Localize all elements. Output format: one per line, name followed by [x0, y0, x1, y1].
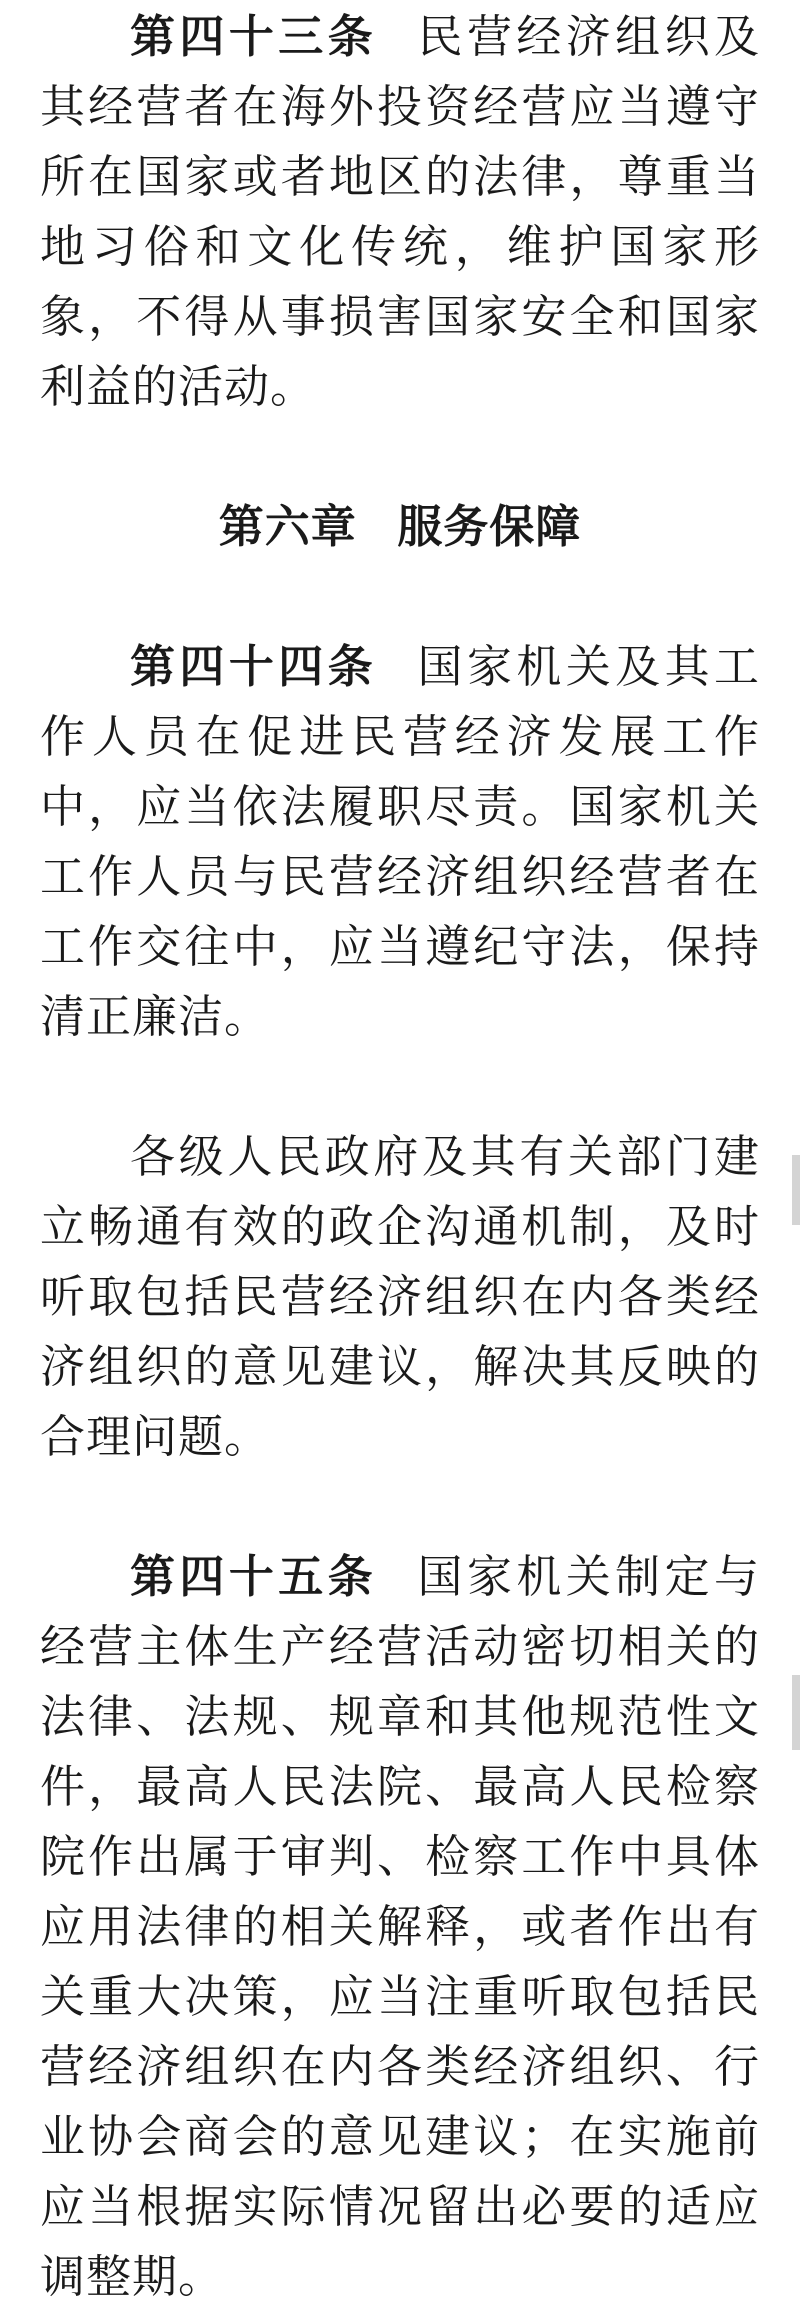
article-43	[40, 2, 760, 422]
article-45-number: 第四十五条	[130, 1550, 378, 1603]
article-43-text: 民营经济组织及其经营者在海外投资经营应当遵守所在国家或者地区的法律，尊重当地习俗和文化传统，维护国家形象，不得从事损害国家安全和国家利益的活动。	[40, 10, 760, 413]
chapter-6-heading	[40, 492, 760, 562]
article-44	[40, 632, 760, 1052]
chapter-6-title: 服务保障	[397, 500, 582, 553]
article-45-text: 国家机关制定与经营主体生产经营活动密切相关的法律、法规、规章和其他规范性文件，最高人民法院、最高人民检察院作出属于审判、检察工作中具体应用法律的相关解释，或者作出有关重大决策，应当注重听取包括民营经济组织在内各类经济组织、行业协会商会的意见建议；在实施前应当根据实际情况留出必要的适应调整期。	[40, 1550, 760, 2303]
article-44-text: 国家机关及其工作人员在促进民营经济发展工作中，应当依法履职尽责。国家机关工作人员与民营经济组织经营者在工作交往中，应当遵纪守法，保持清正廉洁。	[40, 640, 760, 1043]
document-body	[40, 0, 760, 2312]
article-45	[40, 1542, 760, 2312]
article-44-paragraph-2: 各级人民政府及其有关部门建立畅通有效的政企沟通机制，及时听取包括民营经济组织在内各类经济组织的意见建议，解决其反映的合理问题。	[40, 1130, 760, 1463]
page-edge-mark	[792, 1675, 800, 1750]
chapter-6-number: 第六章	[218, 500, 357, 553]
article-43-number: 第四十三条	[130, 10, 378, 63]
article-44-number: 第四十四条	[130, 640, 378, 693]
page-edge-mark	[792, 1155, 800, 1225]
